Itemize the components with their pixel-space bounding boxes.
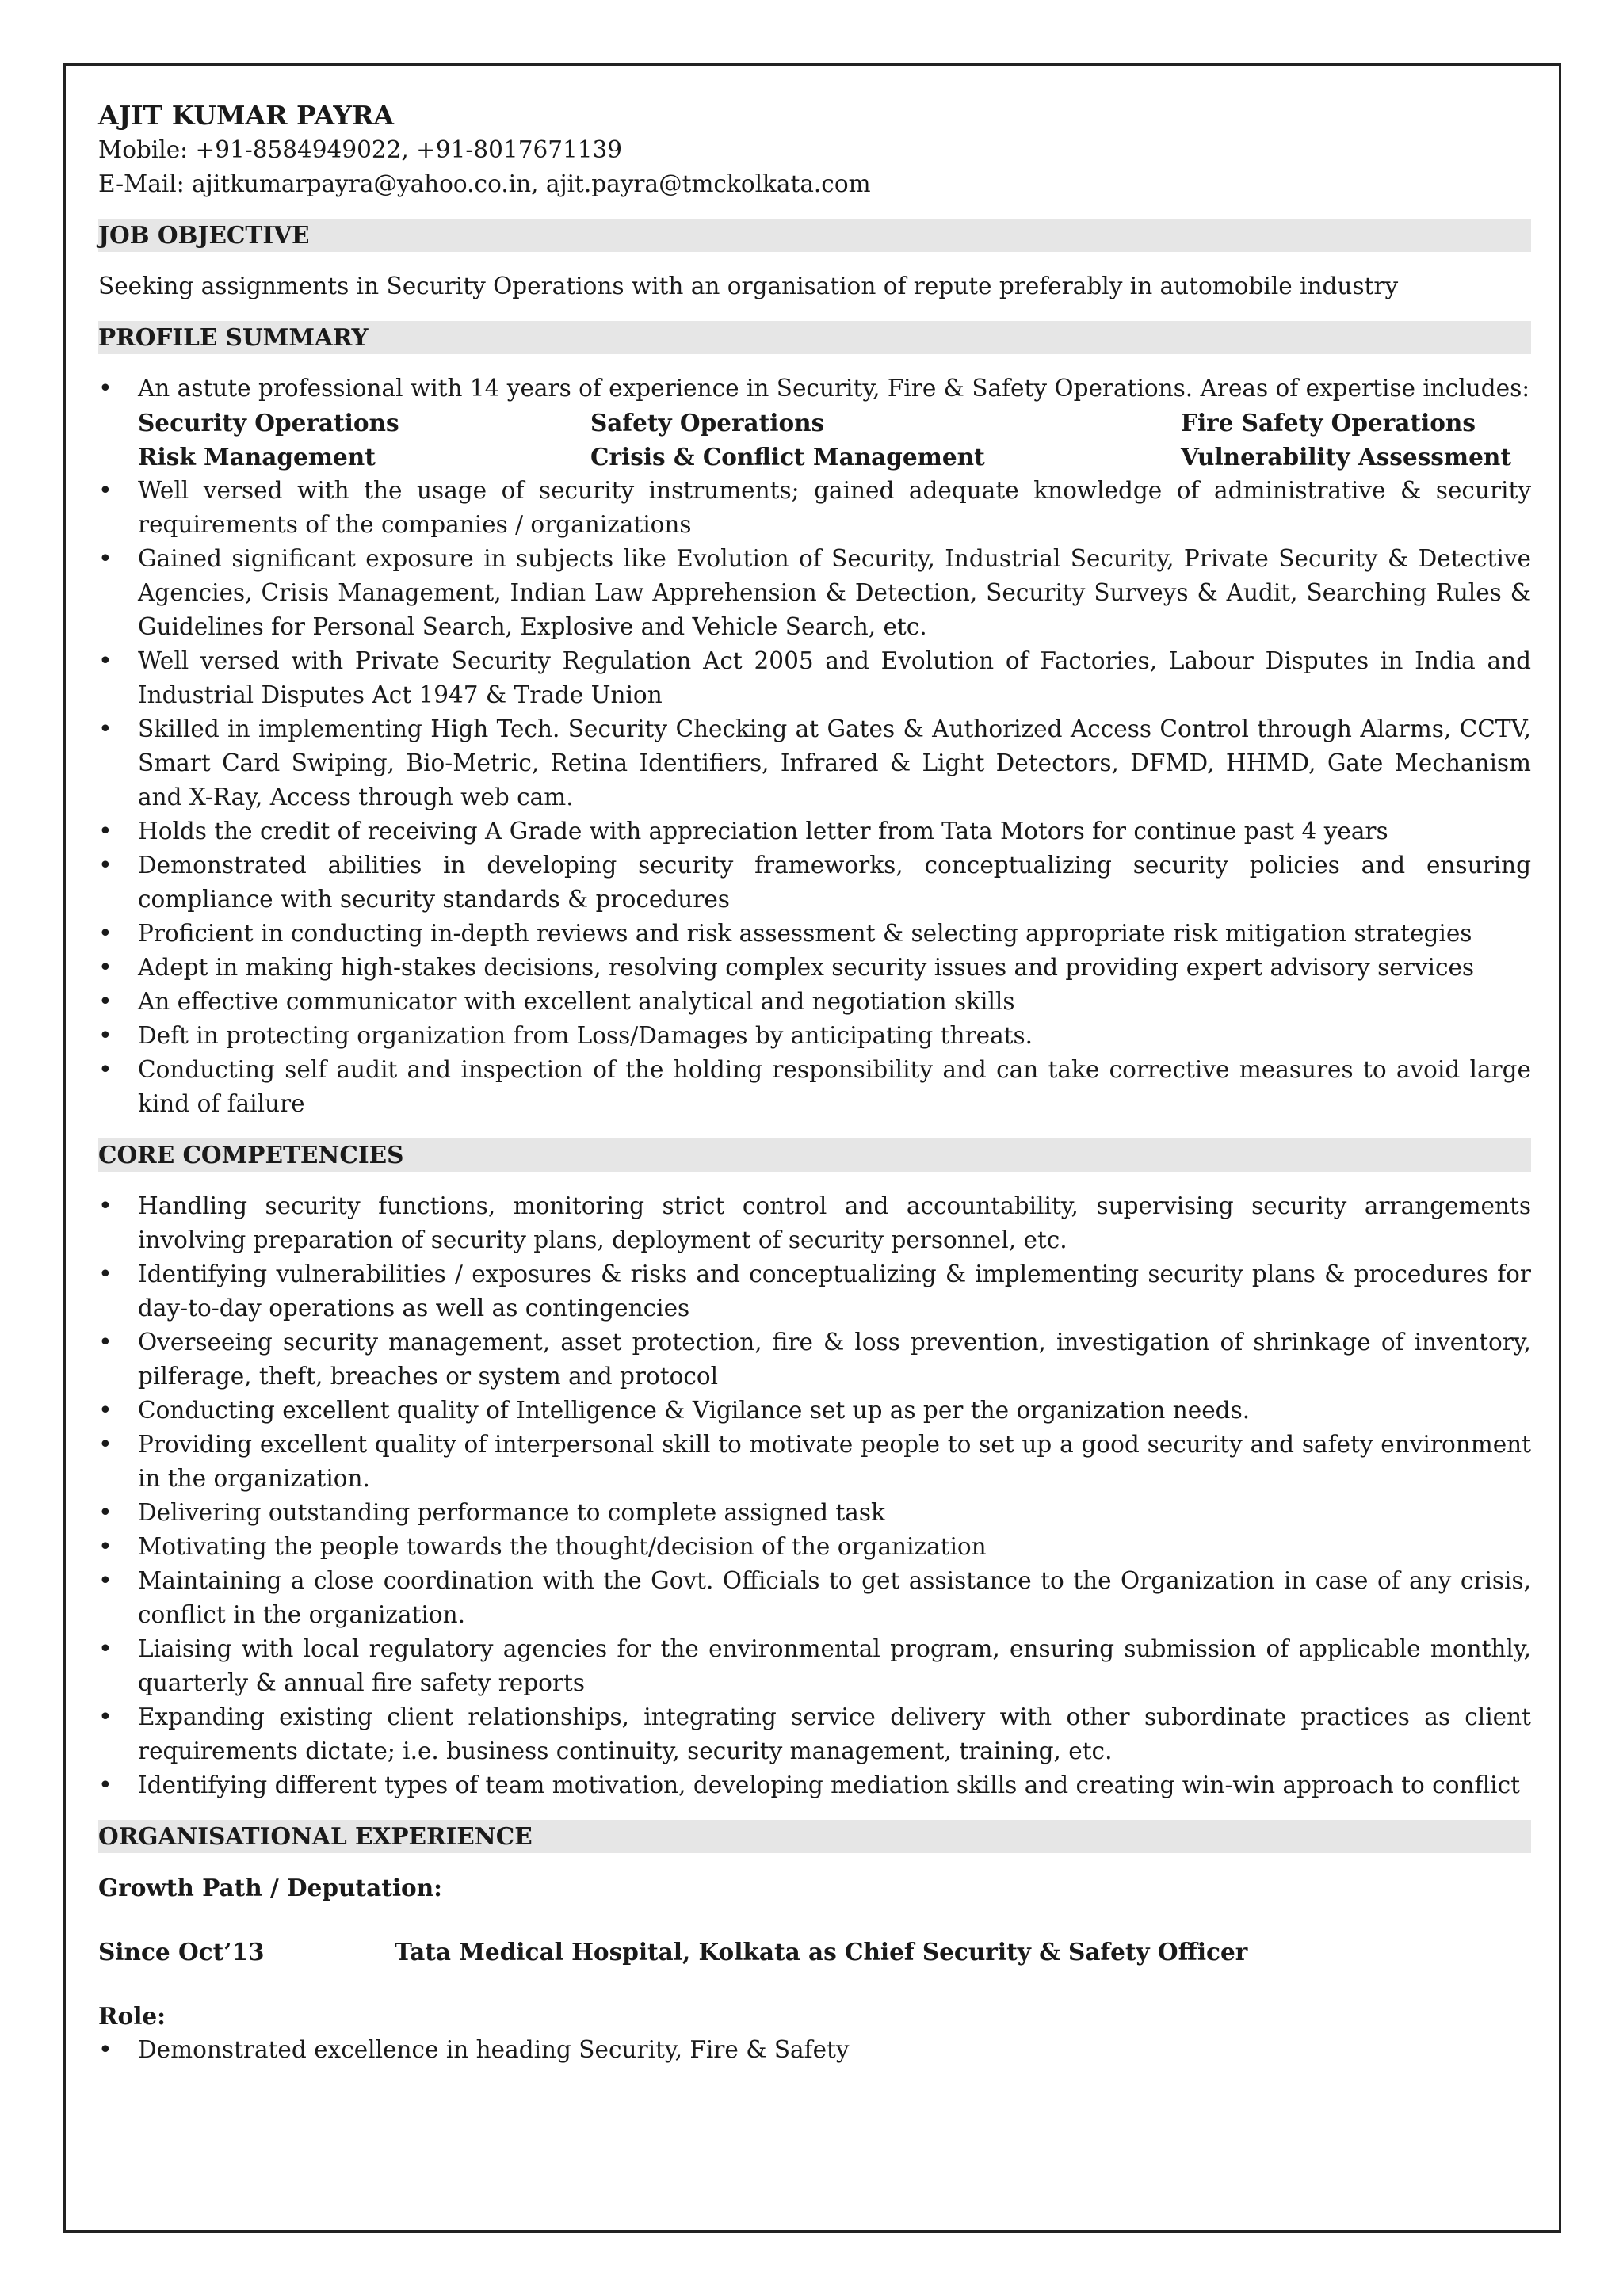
job-objective-text: Seeking assignments in Security Operations with an organisation of repute preferably in automobile industry: [98, 273, 1399, 299]
list-item: • Identifying vulnerabilities / exposures & risks and conceptualizing & implementing security plans & procedures for day-to-day operations as well as contingencies: [98, 1257, 1531, 1325]
role-heading: Role:: [98, 2002, 166, 2030]
experience-date: Since Oct’13: [98, 1938, 265, 1966]
list-item: • Handling security functions, monitoring strict control and accountability, supervising security arrangements involving preparation of security plans, deployment of security personnel, etc.: [98, 1189, 1531, 1257]
expertise-item: Fire Safety Operations: [1181, 409, 1476, 437]
list-item: • Well versed with the usage of security instruments; gained adequate knowledge of administrative & security requirements of the companies / organizations: [98, 474, 1531, 542]
email-line: E-Mail: ajitkumarpayra@yahoo.co.in, ajit.payra@tmckolkata.com: [98, 170, 871, 197]
role-list: [98, 2033, 1531, 2067]
expertise-item: Safety Operations: [590, 409, 825, 437]
list-item: • Delivering outstanding performance to complete assigned task: [98, 1496, 1531, 1530]
list-item: • Providing excellent quality of interpersonal skill to motivate people to set up a good security and safety environment in the organization.: [98, 1428, 1531, 1496]
expertise-row: [138, 440, 1531, 474]
list-item: • Liaising with local regulatory agencies for the environmental program, ensuring submission of applicable monthly, quarterly & annual fire safety reports: [98, 1632, 1531, 1700]
list-item: • Overseeing security management, asset protection, fire & loss prevention, investigation of shrinkage of inventory, pilferage, theft, breaches or system and protocol: [98, 1325, 1531, 1394]
expertise-item: Vulnerability Assessment: [1181, 443, 1511, 471]
list-item: • Motivating the people towards the thought/decision of the organization: [98, 1530, 1531, 1564]
candidate-name: AJIT KUMAR PAYRA: [98, 100, 394, 131]
list-item: • Deft in protecting organization from Loss/Damages by anticipating threats.: [98, 1019, 1531, 1053]
resume-document: [98, 98, 1531, 2067]
list-item: • Well versed with Private Security Regulation Act 2005 and Evolution of Factories, Labour Disputes in India and Industrial Disputes Act 1947 & Trade Union: [98, 644, 1531, 712]
list-item: • Demonstrated abilities in developing security frameworks, conceptualizing security policies and ensuring compliance with security standards & procedures: [98, 849, 1531, 917]
list-item: • Holds the credit of receiving A Grade with appreciation letter from Tata Motors for continue past 4 years: [98, 814, 1531, 849]
list-item: • Conducting excellent quality of Intelligence & Vigilance set up as per the organization needs.: [98, 1394, 1531, 1428]
profile-summary-bullets: [98, 474, 1531, 1121]
list-item: • An effective communicator with excellent analytical and negotiation skills: [98, 985, 1531, 1019]
mobile-line: Mobile: +91-8584949022, +91-8017671139: [98, 136, 623, 163]
list-item: • An astute professional with 14 years of experience in Security, Fire & Safety Operations. Areas of expertise includes:: [98, 372, 1531, 406]
expertise-areas: [98, 406, 1531, 474]
list-item: • Skilled in implementing High Tech. Security Checking at Gates & Authorized Access Control through Alarms, CCTV, Smart Card Swiping, Bio-Metric, Retina Identifiers, Infrared & Light Detectors, DFMD, HHMD, Gate Mechanism and X-Ray, Access through web cam.: [98, 712, 1531, 814]
core-competencies-list: [98, 1189, 1531, 1802]
experience-position: Tata Medical Hospital, Kolkata as Chief Security & Safety Officer: [395, 1938, 1248, 1966]
expertise-item: Crisis & Conflict Management: [590, 443, 985, 471]
list-item: • Demonstrated excellence in heading Security, Fire & Safety: [98, 2033, 1531, 2067]
list-item: • Maintaining a close coordination with the Govt. Officials to get assistance to the Organization in case of any crisis, conflict in the organization.: [98, 1564, 1531, 1632]
experience-entry: [98, 1935, 1531, 1969]
list-item: • Expanding existing client relationships, integrating service delivery with other subordinate practices as client requirements dictate; i.e. business continuity, security management, training, etc.: [98, 1700, 1531, 1768]
list-item: • Identifying different types of team motivation, developing mediation skills and creating win-win approach to conflict: [98, 1768, 1531, 1802]
profile-summary-list: [98, 372, 1531, 406]
expertise-item: Security Operations: [138, 409, 399, 437]
job-objective-header: JOB OBJECTIVE: [98, 219, 1531, 252]
experience-header: ORGANISATIONAL EXPERIENCE: [98, 1820, 1531, 1853]
core-competencies-header: CORE COMPETENCIES: [98, 1138, 1531, 1172]
list-item: • Conducting self audit and inspection of the holding responsibility and can take corrective measures to avoid large kind of failure: [98, 1053, 1531, 1121]
list-item: • Gained significant exposure in subjects like Evolution of Security, Industrial Security, Private Security & Detective Agencies, Crisis Management, Indian Law Apprehension & Detection, Security Surveys & Audit, Searching Rules & Guidelines for Personal Search, Explosive and Vehicle Search, etc.: [98, 542, 1531, 644]
list-item: • Proficient in conducting in-depth reviews and risk assessment & selecting appropriate risk mitigation strategies: [98, 917, 1531, 951]
list-item: • Adept in making high-stakes decisions, resolving complex security issues and providing expert advisory services: [98, 951, 1531, 985]
profile-summary-header: PROFILE SUMMARY: [98, 321, 1531, 354]
expertise-item: Risk Management: [138, 443, 376, 471]
expertise-row: [138, 406, 1531, 440]
growth-path-heading: Growth Path / Deputation:: [98, 1874, 443, 1901]
